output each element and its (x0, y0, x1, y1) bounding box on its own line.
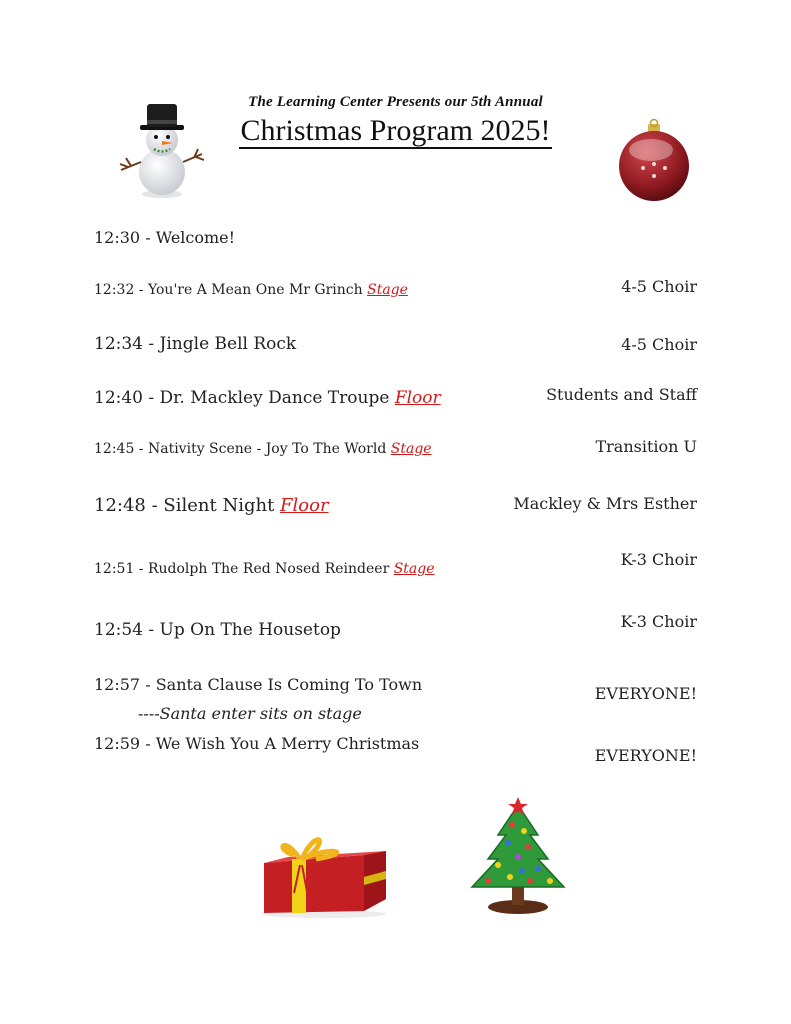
item-location: Stage (393, 561, 435, 577)
program-item-jingle-bell-rock (94, 334, 296, 354)
program-item-rudolph (94, 561, 435, 577)
item-performer: K-3 Choir (620, 550, 697, 569)
item-location: Floor (394, 388, 441, 408)
item-time-title: 12:54 - Up On The Housetop (94, 620, 341, 640)
item-time-title: 12:34 - Jingle Bell Rock (94, 334, 297, 354)
item-performer: Students and Staff (546, 385, 697, 404)
item-performer: Mackley & Mrs Esther (513, 494, 697, 513)
item-performer: EVERYONE! (594, 746, 697, 765)
program-item-santa-clause (94, 675, 422, 694)
item-note: ----Santa enter sits on stage (138, 704, 362, 723)
item-time-title: 12:40 - Dr. Mackley Dance Troupe (94, 388, 390, 408)
christmas-tree-icon (468, 795, 568, 917)
item-performer: K-3 Choir (620, 612, 697, 631)
item-time-title: 12:48 - Silent Night (94, 495, 275, 516)
item-time-title: 12:51 - Rudolph The Red Nosed Reindeer (94, 561, 390, 577)
program-item-silent-night (94, 495, 329, 516)
item-time-title: 12:45 - Nativity Scene - Joy To The World (94, 441, 387, 457)
item-location: Stage (367, 282, 408, 298)
item-performer: 4-5 Choir (621, 335, 697, 354)
item-time-title: 12:59 - We Wish You A Merry Christmas (94, 734, 420, 753)
ornament-icon (615, 118, 695, 202)
program-item-dance-troupe (94, 388, 441, 408)
gift-icon (254, 825, 394, 920)
item-time-title: 12:32 - You're A Mean One Mr Grinch (94, 282, 363, 298)
program-item-welcome (94, 228, 235, 247)
program-item-merry-christmas (94, 734, 419, 753)
program-item-housetop (94, 620, 341, 640)
program-item-grinch (94, 282, 408, 298)
item-time-title: 12:30 - Welcome! (94, 228, 236, 247)
item-performer: EVERYONE! (594, 684, 697, 703)
snowman-icon (116, 100, 206, 200)
program-title-text: Christmas Program 2025! (240, 114, 551, 147)
item-performer: 4-5 Choir (621, 277, 697, 296)
item-location: Floor (280, 495, 329, 516)
item-time-title: 12:57 - Santa Clause Is Coming To Town (94, 675, 423, 694)
program-item-nativity (94, 441, 432, 457)
item-location: Stage (390, 441, 432, 457)
program-subtitle: The Learning Center Presents our 5th Annual (248, 94, 543, 110)
item-performer: Transition U (595, 437, 697, 456)
